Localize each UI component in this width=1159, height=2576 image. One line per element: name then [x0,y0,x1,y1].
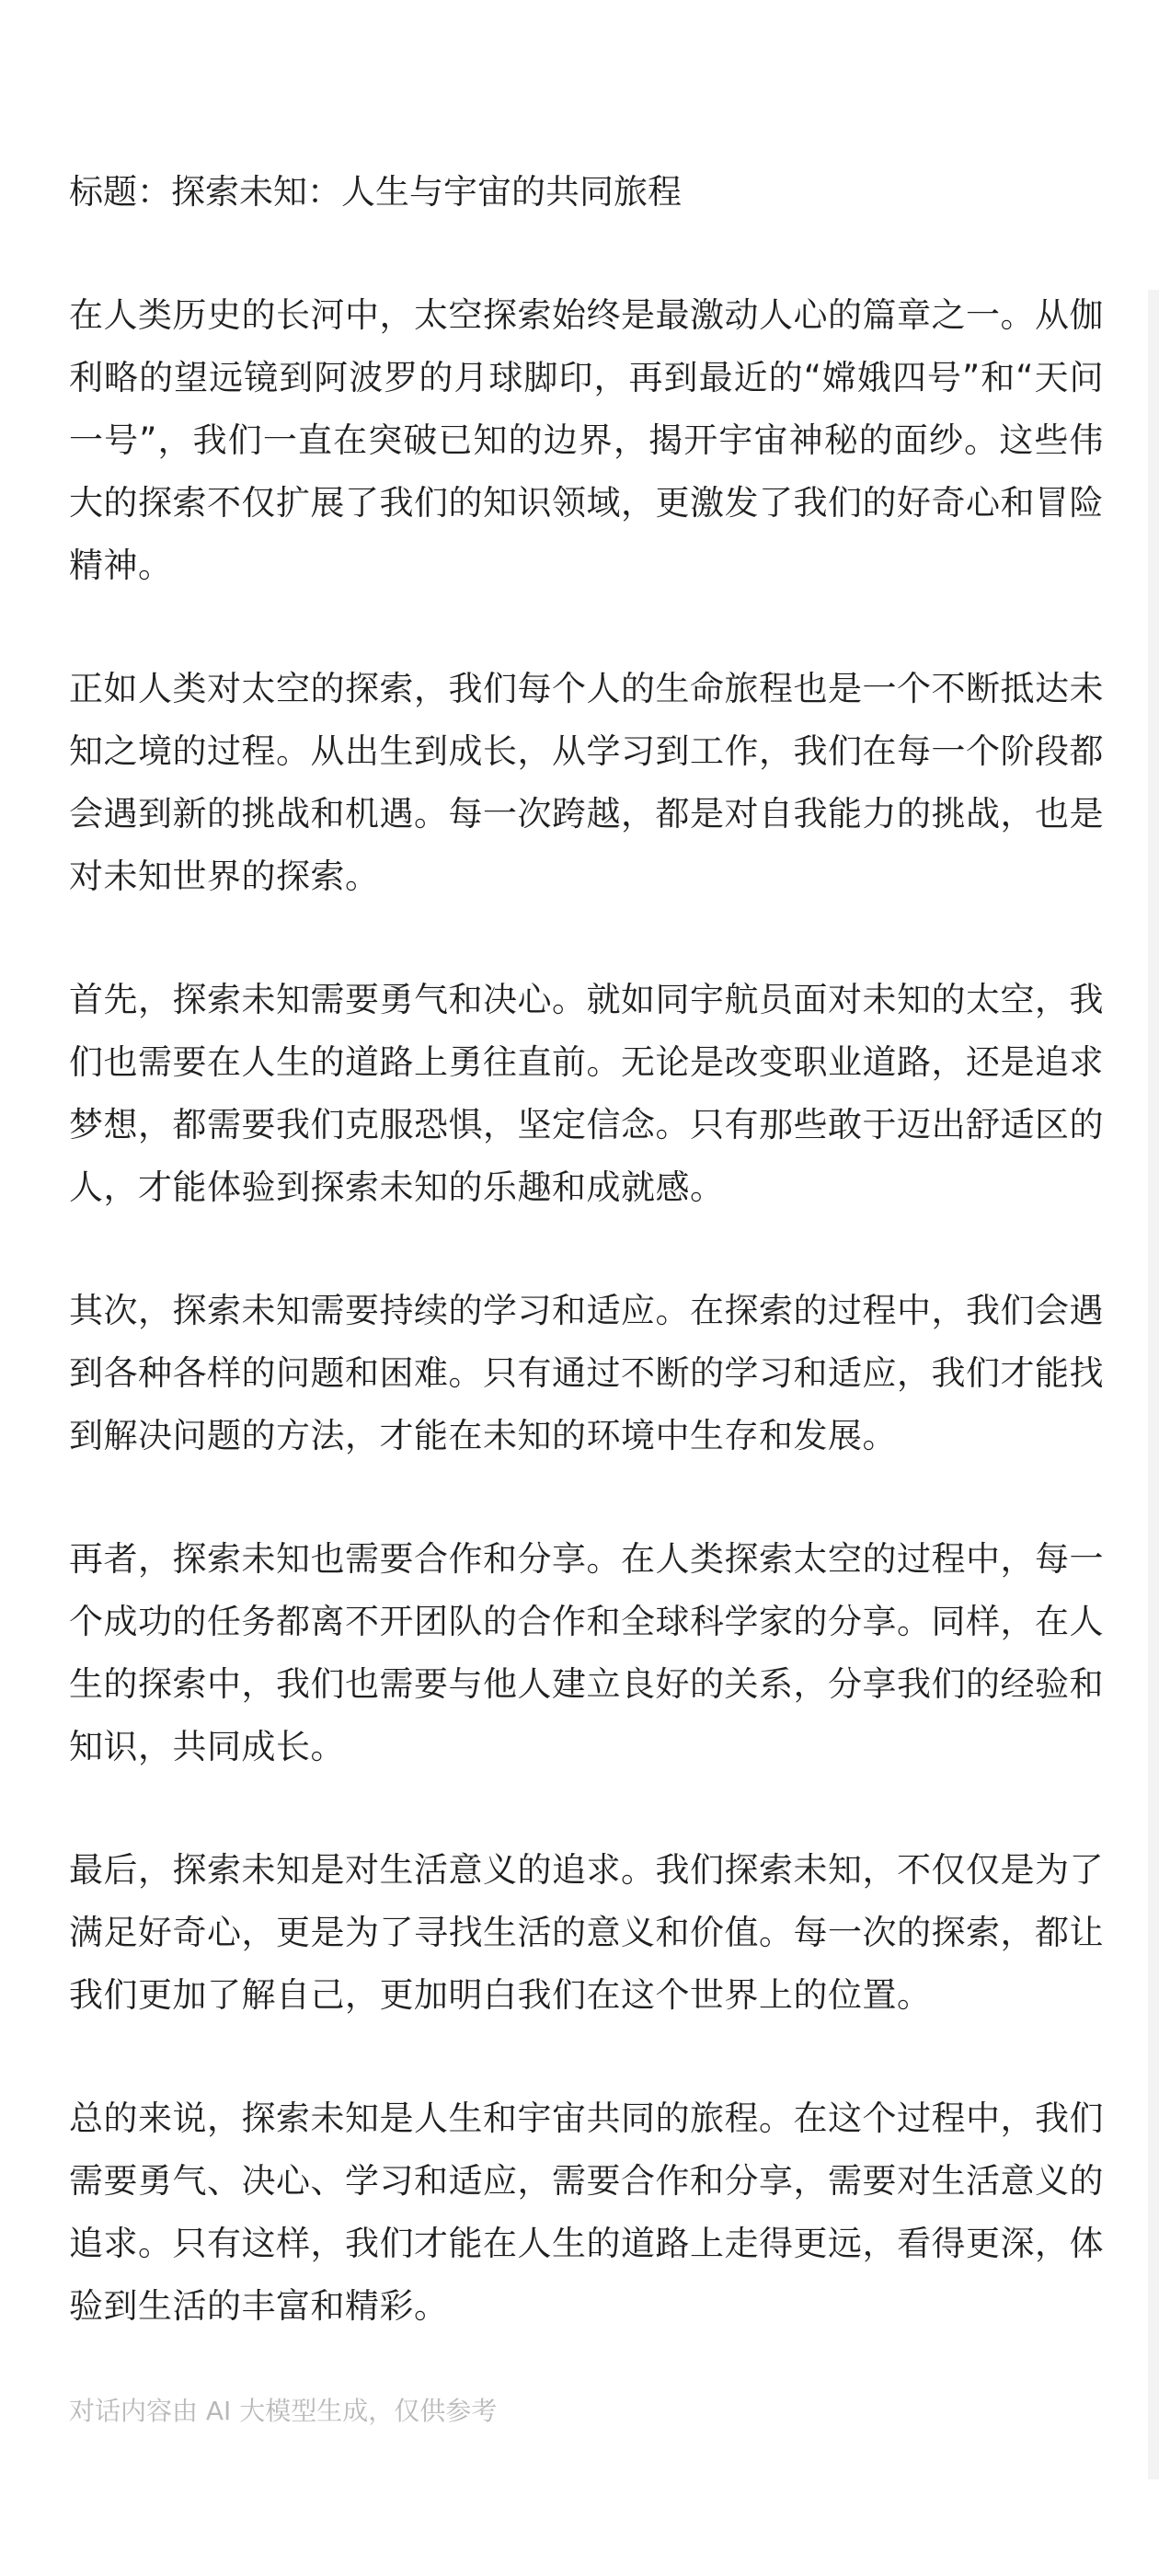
paragraph-3: 首先，探索未知需要勇气和决心。就如同宇航员面对未知的太空，我们也需要在人生的道路上勇往直前。无论是改变职业道路，还是追求梦想，都需要我们克服恐惧，坚定信念。只有那些敢于迈出舒适区的人，才能体验到探索未知的乐趣和成就感。 [69,980,1104,1207]
article-title: 标题：探索未知：人生与宇宙的共同旅程 [69,172,682,212]
paragraph-6: 最后，探索未知是对生活意义的追求。我们探索未知，不仅仅是为了满足好奇心，更是为了寻找生活的意义和价值。每一次的探索，都让我们更加了解自己，更加明白我们在这个世界上的位置。 [69,1850,1104,2015]
scrollbar-track[interactable] [1148,290,1159,2479]
paragraph-2: 正如人类对太空的探索，我们每个人的生命旅程也是一个不断抵达未知之境的过程。从出生到成长，从学习到工作，我们在每一个阶段都会遇到新的挑战和机遇。每一次跨越，都是对自我能力的挑战，也是对未知世界的探索。 [69,669,1104,896]
ai-disclaimer: 对话内容由 AI 大模型生成，仅供参考 [69,2396,498,2426]
article [69,161,1104,2430]
paragraph-7: 总的来说，探索未知是人生和宇宙共同的旅程。在这个过程中，我们需要勇气、决心、学习和适应，需要合作和分享，需要对生活意义的追求。只有这样，我们才能在人生的道路上走得更远，看得更深，体验到生活的丰富和精彩。 [69,2099,1104,2326]
paragraph-5: 再者，探索未知也需要合作和分享。在人类探索太空的过程中，每一个成功的任务都离不开团队的合作和全球科学家的分享。同样，在人生的探索中，我们也需要与他人建立良好的关系，分享我们的经验和知识，共同成长。 [69,1539,1104,1766]
paragraph-1: 在人类历史的长河中，太空探索始终是最激动人心的篇章之一。从伽利略的望远镜到阿波罗的月球脚印，再到最近的“嫦娥四号”和“天问一号”，我们一直在突破已知的边界，揭开宇宙神秘的面纱。这些伟大的探索不仅扩展了我们的知识领域，更激发了我们的好奇心和冒险精神。 [69,295,1104,585]
paragraph-4: 其次，探索未知需要持续的学习和适应。在探索的过程中，我们会遇到各种各样的问题和困难。只有通过不断的学习和适应，我们才能找到解决问题的方法，才能在未知的环境中生存和发展。 [69,1291,1104,1455]
